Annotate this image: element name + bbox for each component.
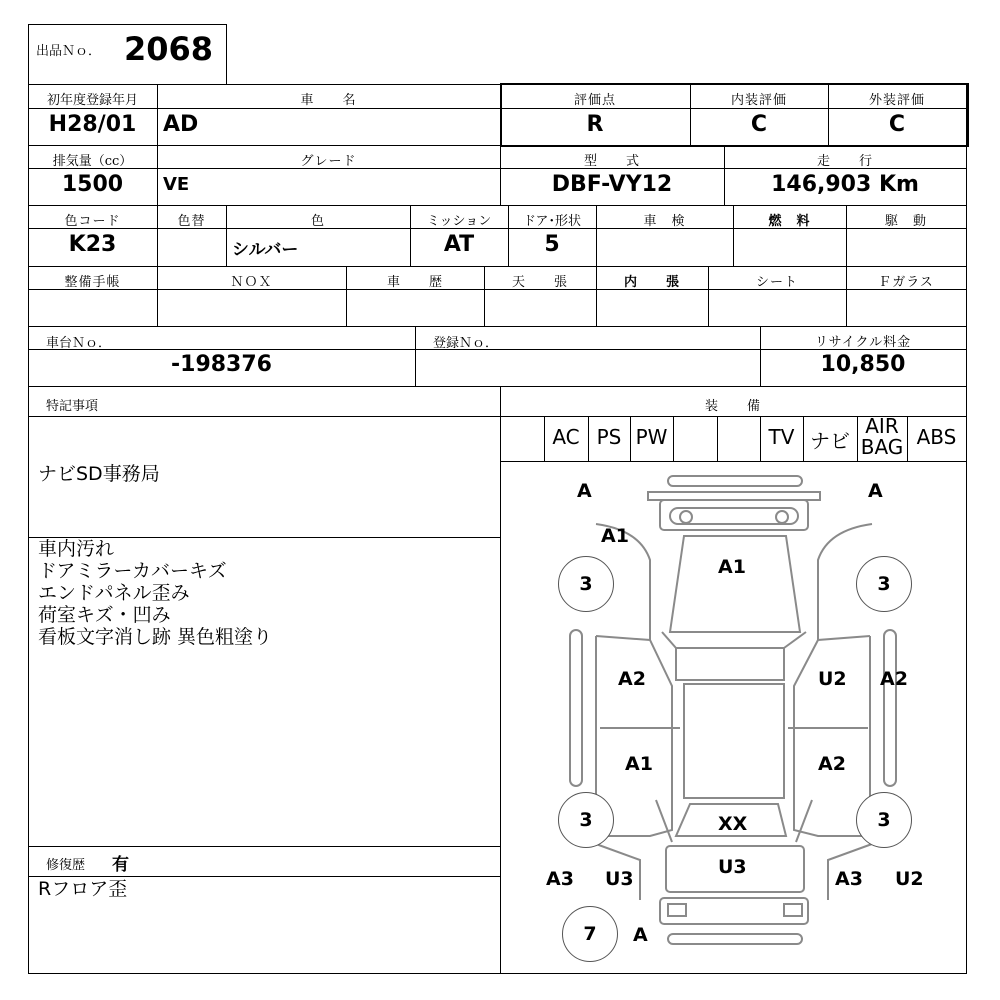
eval-value: R bbox=[586, 112, 604, 137]
equipment-label: 装 備 bbox=[704, 399, 761, 414]
drive-label: 駆 動 bbox=[884, 214, 927, 229]
damage-back-door: U3 bbox=[718, 856, 747, 878]
wheel-rear-left: 3 bbox=[558, 792, 614, 848]
grade-label: グレード bbox=[300, 154, 357, 169]
damage-rear-left-a: A3 bbox=[546, 868, 574, 890]
damage-rear-glass: XX bbox=[718, 813, 748, 835]
damage-front-left-corner: A bbox=[577, 480, 592, 502]
car-name-value: AD bbox=[163, 112, 199, 137]
interior-eval-value: C bbox=[750, 112, 768, 137]
seat-label: シート bbox=[755, 275, 798, 290]
wheel-rear-right: 3 bbox=[856, 792, 912, 848]
equip-pw: PW bbox=[635, 425, 668, 449]
nox-label: ＮＯＸ bbox=[230, 275, 273, 290]
color-label: 色 bbox=[310, 214, 325, 229]
color-code-label: 色コード bbox=[64, 214, 121, 229]
mission-label: ミッション bbox=[426, 214, 492, 229]
reg-no-label: 登録Ｎｏ． bbox=[433, 336, 499, 351]
door-shape-value: 5 bbox=[544, 232, 560, 257]
mission-value: AT bbox=[443, 232, 475, 257]
first-reg-value: H28/01 bbox=[48, 112, 137, 137]
model-value: DBF-VY12 bbox=[551, 172, 673, 197]
eval-label: 評価点 bbox=[573, 93, 616, 108]
remarks-list bbox=[38, 538, 272, 648]
mileage-label: 走 行 bbox=[816, 154, 873, 169]
damage-front-right-corner: A bbox=[868, 480, 883, 502]
damage-rear-right-u: U2 bbox=[895, 868, 924, 890]
mileage-value: 146,903 Km bbox=[771, 172, 919, 197]
equip-tv: TV bbox=[768, 425, 795, 449]
remarks-top: ナビSD事務局 bbox=[38, 463, 160, 485]
wheel-front-left: 3 bbox=[558, 556, 614, 612]
model-label: 型 式 bbox=[583, 154, 640, 169]
door-shape-label: ドア･形状 bbox=[522, 214, 582, 229]
equip-ps: PS bbox=[596, 425, 622, 449]
recycle-fee-value: 10,850 bbox=[820, 352, 906, 377]
interior-trim-label: 内 張 bbox=[623, 275, 680, 290]
maintenance-label: 整備手帳 bbox=[64, 275, 121, 290]
equip-navi: ナビ bbox=[810, 429, 850, 453]
chassis-no-label: 車台Ｎｏ． bbox=[46, 336, 112, 351]
repair-note: Rフロア歪 bbox=[38, 878, 128, 900]
f-glass-label: Ｆガラス bbox=[878, 275, 934, 290]
displacement-label: 排気量（cc） bbox=[52, 154, 133, 169]
wheel-front-right: 3 bbox=[856, 556, 912, 612]
exterior-eval-label: 外装評価 bbox=[868, 93, 925, 108]
repair-label: 修復歴 bbox=[46, 858, 86, 873]
damage-front-bumper: A1 bbox=[601, 525, 629, 547]
equip-ac: AC bbox=[552, 425, 580, 449]
damage-rear-right-a: A3 bbox=[835, 868, 863, 890]
color-code-value: K23 bbox=[68, 232, 117, 257]
grade-value: VE bbox=[163, 174, 190, 195]
fuel-label: 燃 料 bbox=[768, 214, 811, 229]
recycle-fee-label: リサイクル料金 bbox=[814, 335, 912, 350]
equip-airbag: AIR BAG bbox=[860, 414, 904, 459]
car-damage-diagram bbox=[500, 462, 966, 973]
remark-line: 看板文字消し跡 異色粗塗り bbox=[38, 626, 273, 648]
inspection-label: 車 検 bbox=[643, 214, 686, 229]
repair-value: 有 bbox=[112, 855, 129, 875]
damage-front-door-right: U2 bbox=[818, 668, 847, 690]
remark-line: ドアミラーカバーキズ bbox=[38, 560, 227, 582]
lot-label: 出品Ｎｏ． bbox=[36, 44, 102, 59]
color-value: シルバー bbox=[232, 240, 299, 260]
equip-abs: ABS bbox=[916, 425, 957, 449]
first-reg-label: 初年度登録年月 bbox=[46, 93, 138, 108]
damage-rear-door-right: A2 bbox=[818, 753, 846, 775]
exterior-eval-value: C bbox=[888, 112, 906, 137]
damage-rear-left-u: U3 bbox=[605, 868, 634, 890]
remark-line: 荷室キズ・凹み bbox=[38, 604, 171, 626]
roof-label: 天 張 bbox=[511, 275, 568, 290]
chassis-no-value: -198376 bbox=[171, 352, 272, 377]
damage-front-fender-right: A2 bbox=[880, 668, 908, 690]
damage-front-door-left: A2 bbox=[618, 668, 646, 690]
history-label: 車 歴 bbox=[386, 275, 443, 290]
remark-line: エンドパネル歪み bbox=[38, 582, 190, 604]
damage-rear-door-left: A1 bbox=[625, 753, 653, 775]
lot-number: 2068 bbox=[124, 30, 214, 68]
remarks-label: 特記事項 bbox=[46, 399, 99, 414]
interior-eval-label: 内装評価 bbox=[730, 93, 787, 108]
damage-rear-bumper: A bbox=[633, 924, 648, 946]
damage-hood: A1 bbox=[718, 556, 746, 578]
displacement-value: 1500 bbox=[61, 172, 124, 197]
color-change-label: 色替 bbox=[177, 214, 206, 229]
car-name-label: 車 名 bbox=[300, 93, 357, 108]
remark-line: 車内汚れ bbox=[38, 538, 115, 560]
spare-tire: 7 bbox=[562, 906, 618, 962]
